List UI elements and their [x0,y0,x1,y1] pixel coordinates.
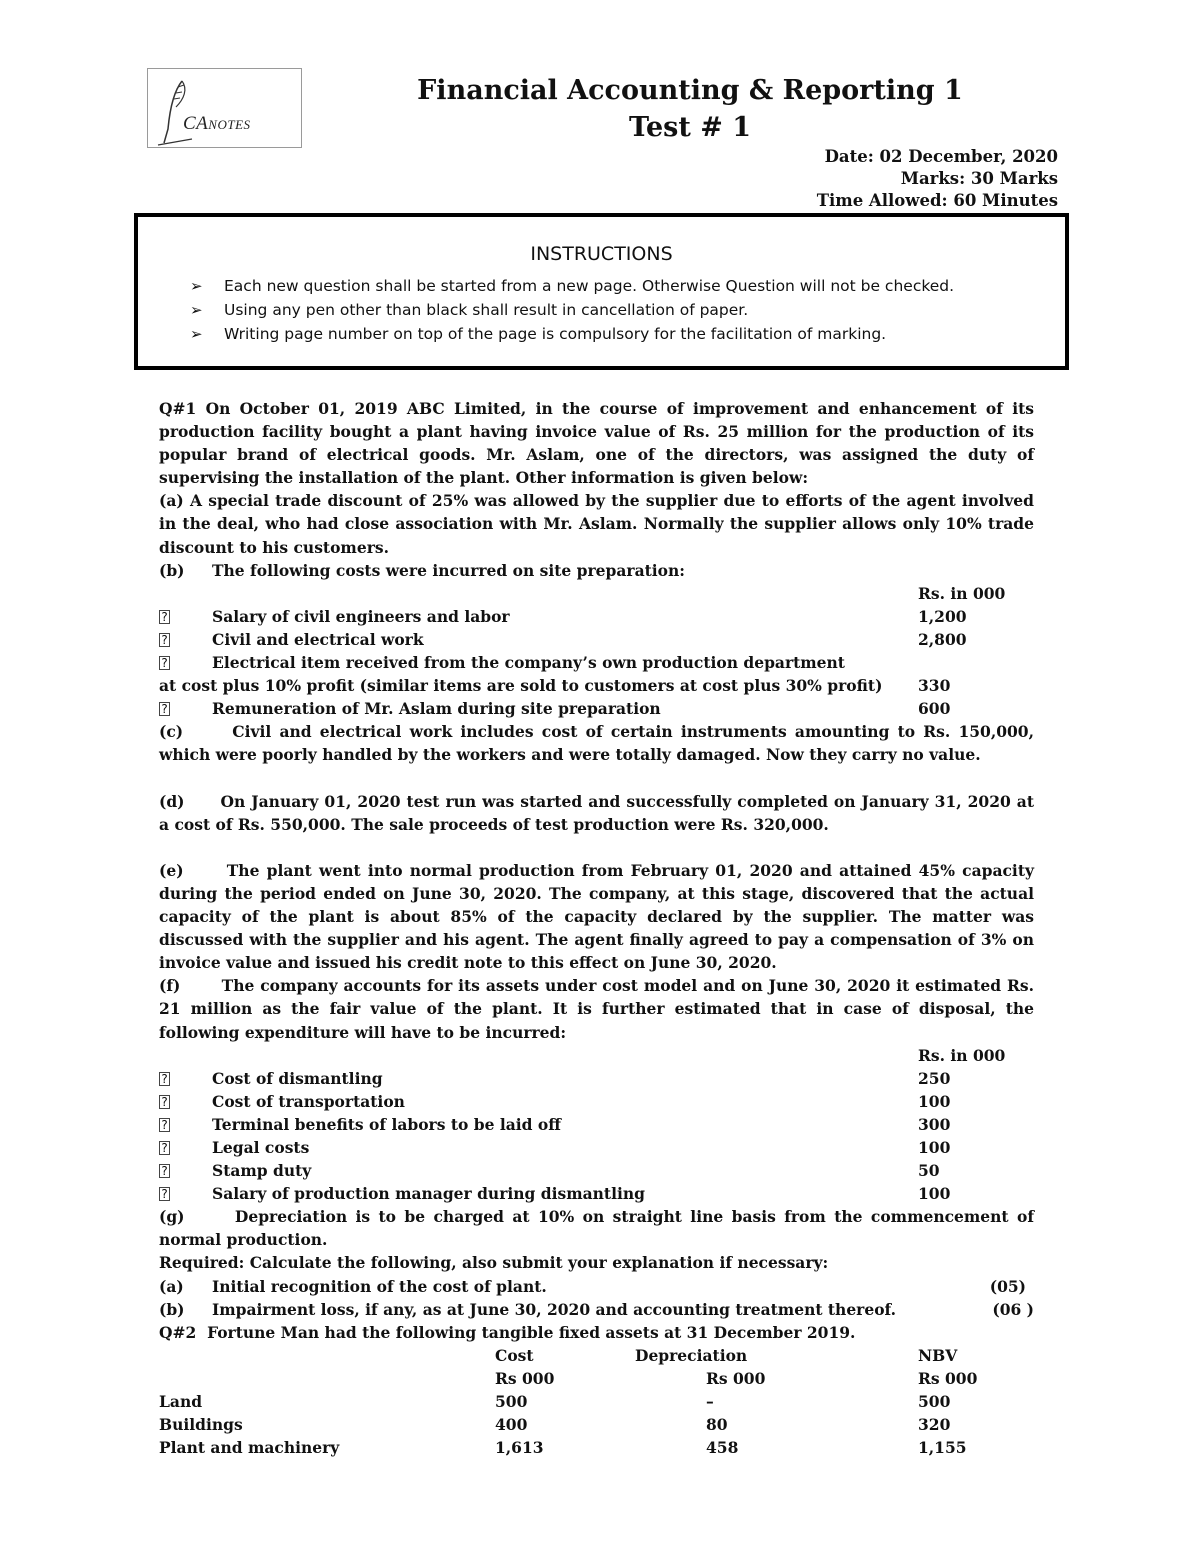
missing-glyph-icon: ? [159,610,170,624]
missing-glyph-icon: ? [159,1118,170,1132]
q1-part-d: (d) On January 01, 2020 test run was started and successfully completed on January 31, 2020 at a cost of Rs. 550,000. The sale proceeds of test production were Rs. 320,000. [159,791,1040,834]
instruction-item: ➢ Each new question shall be started from a new page. Otherwise Question will not be checked. [190,277,955,295]
q1-required: Required: Calculate the following, also submit your explanation if necessary: [159,1253,829,1273]
cost-row: ? Electrical item received from the company’s own production department [159,651,1034,674]
missing-glyph-icon: ? [159,1141,170,1155]
instructions-title: INSTRUCTIONS [530,243,673,265]
expense-row: ? Salary of production manager during dismantling 100 [159,1182,1034,1205]
unit-heading: Rs. in 000 [918,583,1006,603]
q1-part-a: (a) A special trade discount of 25% was allowed by the supplier due to efforts of the agent involved in the deal, who had close association with Mr. Aslam. Normally the supplier allows only 10% trade discount to his customers. [159,491,1034,557]
missing-glyph-icon: ? [159,1072,170,1086]
q1-part-e: (e) The plant went into normal production from February 01, 2020 and attained 45% capacity during the period ended on June 30, 2020. The company, at this stage, discovered that the actual capacity of the plant is about 85% of the capacity declared by the supplier. The matter was discussed with the supplier and his agent. The agent finally agreed to pay a compensation of 3% on invoice value and issued his credit note to this effect on June 30, 2020. [159,860,1040,973]
arrow-bullet-icon: ➢ [190,325,203,343]
missing-glyph-icon: ? [159,1095,170,1109]
instruction-item: ➢ Writing page number on top of the page is compulsory for the facilitation of marking. [190,325,887,343]
expense-row: ? Cost of transportation 100 [159,1090,1034,1113]
cost-row: ? Remuneration of Mr. Aslam during site preparation 600 [159,697,1034,720]
arrow-bullet-icon: ➢ [190,277,203,295]
q1-intro: Q#1 On October 01, 2019 ABC Limited, in the course of improvement and enhancement of its production facility bought a plant having invoice value of Rs. 25 million for the production of its popular brand of electrical goods. Mr. Aslam, one of the directors, was assigned the duty of supervising the installation of the plant. Other information is given below: [159,399,1034,488]
asset-table-row: Buildings 400 80 320 [159,1415,951,1435]
expense-row: ? Cost of dismantling 250 [159,1067,1034,1090]
arrow-bullet-icon: ➢ [190,301,203,319]
required-item: (a) Initial recognition of the cost of plant. (05) [159,1276,1026,1296]
cost-row-continued: at cost plus 10% profit (similar items are sold to customers at cost plus 30% profit) 330 [159,676,951,696]
expense-row: ? Stamp duty 50 [159,1159,1034,1182]
missing-glyph-icon: ? [159,1164,170,1178]
asset-table-header: Cost Depreciation NBV [495,1345,958,1365]
instructions-box [134,213,1069,370]
test-number: Test # 1 [628,112,752,143]
expense-row: ? Legal costs 100 [159,1136,1034,1159]
missing-glyph-icon: ? [159,702,170,716]
cost-row: ? Salary of civil engineers and labor 1,200 [159,605,1034,628]
q1-part-c: (c) Civil and electrical work includes cost of certain instruments amounting to Rs. 150,000, which were poorly handled by the workers and were totally damaged. Now they carry no value. [159,722,1040,765]
asset-table-row: Plant and machinery 1,613 458 1,155 [159,1438,967,1458]
instruction-item: ➢ Using any pen other than black shall result in cancellation of paper. [190,301,749,319]
cost-row: ? Civil and electrical work 2,800 [159,628,1034,651]
asset-table-row: Land 500 – 500 [159,1392,951,1412]
quill-icon [154,77,194,147]
canotes-logo [147,68,302,148]
exam-date: Date: 02 December, 2020 [824,147,1058,166]
missing-glyph-icon: ? [159,1187,170,1201]
q1-part-g: (g) Depreciation is to be charged at 10% on straight line basis from the commencement of normal production. [159,1207,1040,1250]
exam-marks: Marks: 30 Marks [900,169,1058,188]
document-title: Financial Accounting & Reporting 1 [417,75,963,106]
asset-table-units: Rs 000 Rs 000 Rs 000 [495,1368,978,1388]
question-body [159,397,1040,1459]
missing-glyph-icon: ? [159,633,170,647]
missing-glyph-icon: ? [159,656,170,670]
q1-part-f: (f) The company accounts for its assets under cost model and on June 30, 2020 it estimated Rs. 21 million as the fair value of the plant. It is further estimated that in case of disposal, the following expenditure will have to be incurred: [159,976,1040,1042]
unit-heading: Rs. in 000 [918,1045,1006,1065]
required-item: (b) Impairment loss, if any, as at June 30, 2020 and accounting treatment thereof. (06 ) [159,1299,1034,1319]
logo-text: CANOTES [183,113,251,134]
expense-row: ? Terminal benefits of labors to be laid off 300 [159,1113,1034,1136]
q2-intro: Q#2 Fortune Man had the following tangible fixed assets at 31 December 2019. [159,1322,856,1342]
q1-part-b-heading: (b) The following costs were incurred on site preparation: [159,560,685,580]
time-allowed: Time Allowed: 60 Minutes [816,191,1058,210]
